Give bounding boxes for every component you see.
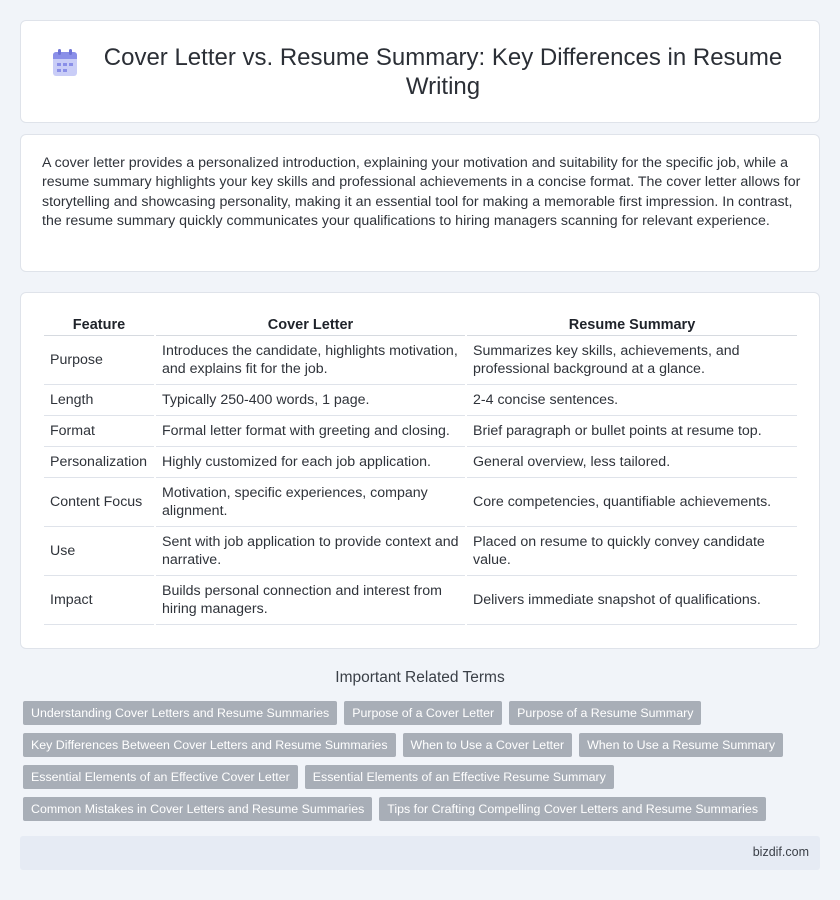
footer — [20, 836, 820, 870]
related-terms-list — [23, 701, 813, 821]
table-row — [44, 416, 797, 447]
cover-letter-cell: Introduces the candidate, highlights motivation, and explains fit for the job. — [156, 336, 465, 385]
related-terms-heading: Important Related Terms — [335, 669, 505, 686]
document-icon — [52, 49, 78, 77]
feature-cell: Use — [44, 527, 154, 576]
cover-letter-cell: Formal letter format with greeting and closing. — [156, 416, 465, 447]
cover-letter-cell: Builds personal connection and interest from hiring managers. — [156, 576, 465, 625]
resume-summary-cell: Placed on resume to quickly convey candidate value. — [467, 527, 797, 576]
table-row — [44, 527, 797, 576]
related-term-link[interactable]: Common Mistakes in Cover Letters and Resume Summaries — [23, 797, 372, 821]
feature-cell: Format — [44, 416, 154, 447]
feature-cell: Content Focus — [44, 478, 154, 527]
related-term-link[interactable]: When to Use a Resume Summary — [579, 733, 783, 757]
related-term-link[interactable]: Key Differences Between Cover Letters and Resume Summaries — [23, 733, 396, 757]
comparison-table-card — [20, 292, 820, 649]
header-feature: Feature — [44, 315, 154, 336]
header-cover-letter: Cover Letter — [156, 315, 465, 336]
site-link[interactable]: bizdif.com — [752, 845, 809, 859]
intro-paragraph: A cover letter provides a personalized introduction, explaining your motivation and suitability for the specific job, while a resume summary highlights your key skills and professional achievements in a concise format. The cover letter allows for storytelling and showcasing personality, making it an essential tool for making a memorable first impression. In contrast, the resume summary quickly communicates your qualifications to hiring managers scanning for relevant experience. — [42, 155, 801, 229]
related-term-link[interactable]: Purpose of a Cover Letter — [344, 701, 502, 725]
related-term-link[interactable]: Essential Elements of an Effective Cover Letter — [23, 765, 298, 789]
cover-letter-cell: Motivation, specific experiences, company alignment. — [156, 478, 465, 527]
table-row — [44, 447, 797, 478]
table-row — [44, 478, 797, 527]
resume-summary-cell: 2-4 concise sentences. — [467, 385, 797, 416]
feature-cell: Personalization — [44, 447, 154, 478]
resume-summary-cell: Summarizes key skills, achievements, and professional background at a glance. — [467, 336, 797, 385]
feature-cell: Length — [44, 385, 154, 416]
feature-cell: Impact — [44, 576, 154, 625]
cover-letter-cell: Typically 250-400 words, 1 page. — [156, 385, 465, 416]
page-title: Cover Letter vs. Resume Summary: Key Differences in Resume Writing — [103, 43, 783, 100]
table-row — [44, 576, 797, 625]
comparison-table — [42, 315, 799, 625]
table-row — [44, 385, 797, 416]
header-card — [20, 20, 820, 123]
resume-summary-cell: Delivers immediate snapshot of qualifications. — [467, 576, 797, 625]
resume-summary-cell: Brief paragraph or bullet points at resume top. — [467, 416, 797, 447]
table-header-row — [44, 315, 797, 336]
cover-letter-cell: Sent with job application to provide context and narrative. — [156, 527, 465, 576]
resume-summary-cell: Core competencies, quantifiable achievements. — [467, 478, 797, 527]
resume-summary-cell: General overview, less tailored. — [467, 447, 797, 478]
feature-cell: Purpose — [44, 336, 154, 385]
related-term-link[interactable]: Tips for Crafting Compelling Cover Letters and Resume Summaries — [379, 797, 766, 821]
cover-letter-cell: Highly customized for each job application. — [156, 447, 465, 478]
related-term-link[interactable]: Purpose of a Resume Summary — [509, 701, 701, 725]
header-resume-summary: Resume Summary — [467, 315, 797, 336]
related-term-link[interactable]: Essential Elements of an Effective Resume Summary — [305, 765, 614, 789]
related-term-link[interactable]: Understanding Cover Letters and Resume Summaries — [23, 701, 337, 725]
related-term-link[interactable]: When to Use a Cover Letter — [403, 733, 573, 757]
table-row — [44, 336, 797, 385]
intro-card — [20, 134, 820, 272]
